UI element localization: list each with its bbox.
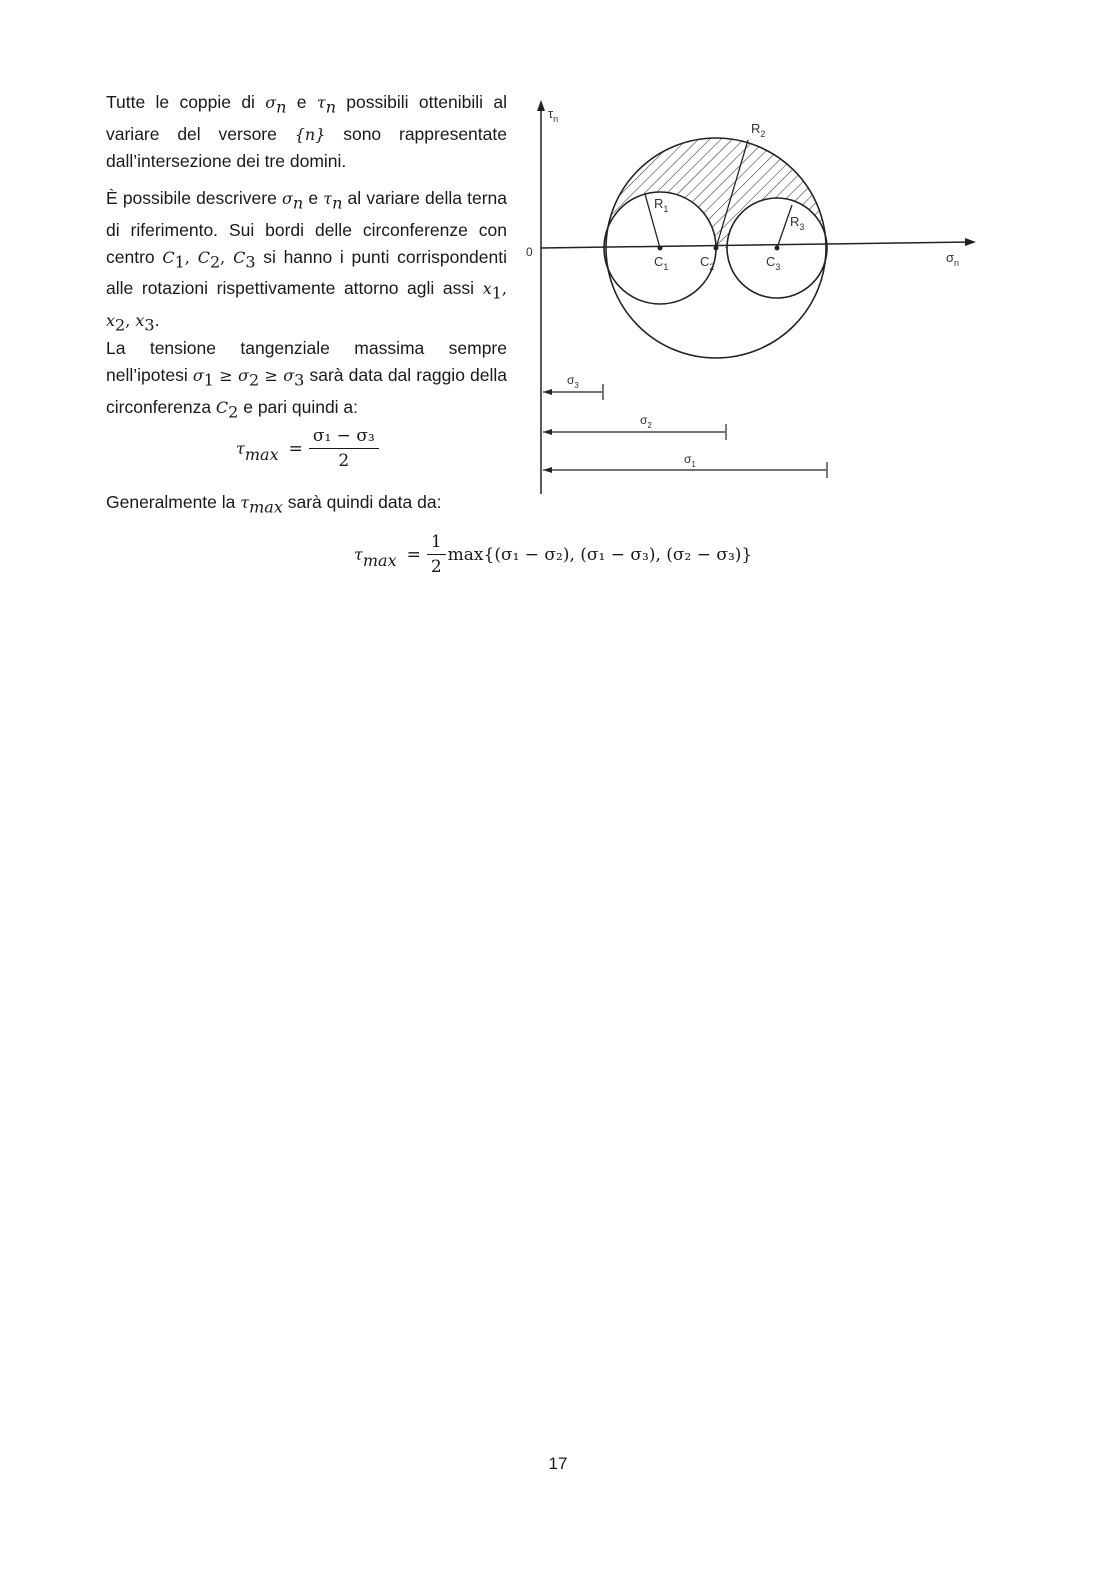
- dim-sigma2-label: $\sigma_2$: [640, 413, 652, 430]
- center-c2: [714, 246, 719, 251]
- center-c3: [775, 246, 780, 251]
- r2-label: $R_2$: [751, 121, 766, 139]
- dim-sigma3-arrow: [543, 389, 552, 395]
- paragraph-general: Generalmente la $\tau_{max}$ sarà quindi data da:: [106, 492, 442, 517]
- hatched-region: [600, 130, 840, 250]
- paragraph-max-shear: La tensione tangenziale massima sempre nell’ipotesi $\sigma_1 \ge \sigma_2 \ge \sigma_3$ sarà data dal raggio della circonferenza $C_2$ e pari quindi a:: [106, 338, 508, 421]
- equation-tau-max-c2: τ max = $\frac{\text{σ₁ − σ₃}}{2}$: [236, 426, 385, 471]
- sigma-axis-label: $\sigma_n$: [946, 250, 960, 268]
- dim-sigma2-arrow: [543, 429, 552, 435]
- equation-tau-max-general: τ max = $\frac{1}{2}$ max{(σ₁ − σ₂), (σ₁ − σ₃), (σ₂ − σ₃)}: [354, 532, 753, 577]
- sigma-axis-arrow: [965, 238, 976, 246]
- tau-axis-label: $\tau_n$: [548, 106, 559, 124]
- page-number: 17: [548, 1454, 568, 1473]
- center-c1: [658, 246, 663, 251]
- origin-label: 0: [526, 245, 533, 259]
- mohr-circles-diagram: [0, 0, 1116, 620]
- paragraph-domains: Tutte le coppie di $\sigma_n$ e $\tau_n$ possibili ottenibili al variare del versore {n} sono rappresentate dall’intersezione dei tre domini.: [106, 92, 507, 171]
- dim-sigma1-label: $\sigma_1$: [684, 452, 696, 469]
- dim-sigma1-arrow: [543, 467, 552, 473]
- r3-label: $R_3$: [790, 214, 805, 232]
- dim-sigma3-label: $\sigma_3$: [567, 373, 579, 390]
- c1-label: $C_1$: [654, 254, 669, 272]
- tau-axis-arrow: [537, 100, 545, 111]
- c3-label: $C_3$: [766, 254, 781, 272]
- r1-label: $R_1$: [654, 196, 669, 214]
- paragraph-reference-frame: È possibile descrivere $\sigma_n$ e $\tau_n$ al variare della terna di riferimento. Sui bordi delle circonferenze con centro $C_1$, $C_2$, $C_3$ si hanno i punti corrispondenti alle rotazioni rispettivamente attorno agli assi $x_1$, $x_2$, $x_3$.: [106, 188, 508, 334]
- c2-label: $C_2$: [700, 254, 715, 272]
